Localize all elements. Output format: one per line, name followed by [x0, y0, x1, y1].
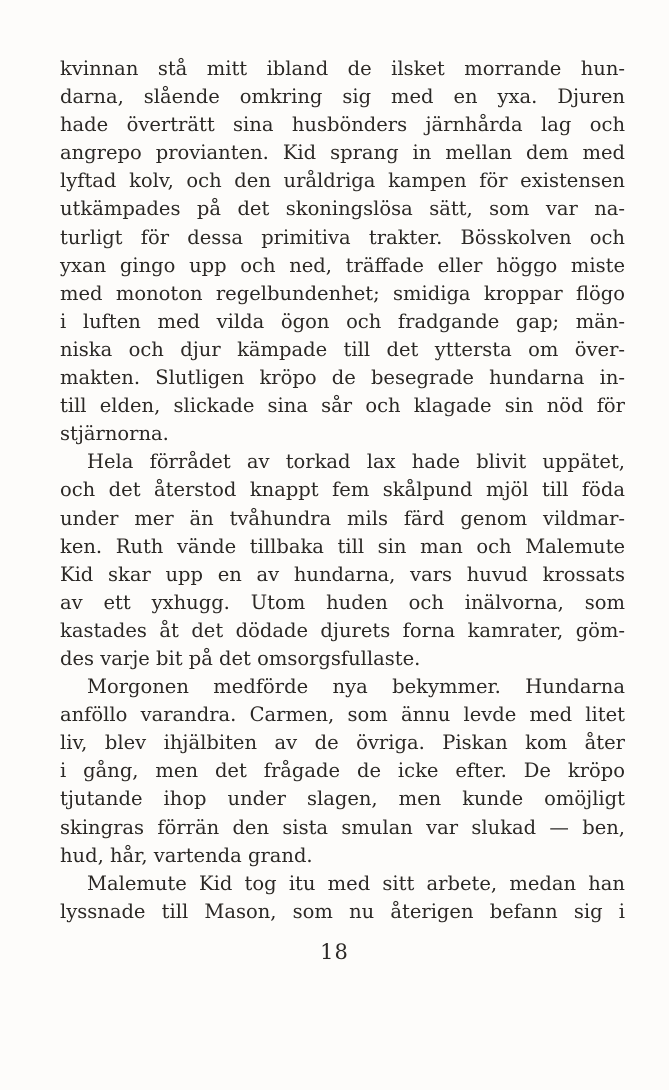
text-line: tjutande ihop under slagen, men kunde omöjligt [60, 787, 625, 811]
text-line: i luften med vilda ögon och fradgande gap; män- [60, 309, 625, 333]
text-line: Kid skar upp en av hundarna, vars huvud krossats [60, 562, 625, 586]
text-line: och det återstod knappt fem skålpund mjöl till föda [60, 478, 625, 502]
text-line: Hela förrådet av torkad lax hade blivit uppätet, [87, 450, 625, 474]
text-line: Malemute Kid tog itu med sitt arbete, medan han [87, 871, 625, 895]
text-line: angrepo provianten. Kid sprang in mellan dem med [60, 141, 625, 165]
text-line: makten. Slutligen kröpo de besegrade hundarna in- [60, 366, 625, 390]
text-line: Morgonen medförde nya bekymmer. Hundarna [87, 675, 625, 699]
text-line: anföllo varandra. Carmen, som ännu levde med litet [60, 703, 625, 727]
text-line: kastades åt det dödade djurets forna kamrater, göm- [60, 618, 625, 642]
book-page-body [60, 55, 625, 926]
text-line: med monoton regelbundenhet; smidiga kroppar flögo [60, 281, 625, 305]
text-line: skingras förrän den sista smulan var slukad — ben, [60, 815, 625, 839]
text-line: lyftad kolv, och den uråldriga kampen för existensen [60, 169, 625, 193]
text-line: turligt för dessa primitiva trakter. Bösskolven och [60, 225, 625, 249]
text-line: ken. Ruth vände tillbaka till sin man och Malemute [60, 534, 625, 558]
text-line: niska och djur kämpade till det yttersta om över- [60, 337, 625, 361]
text-line: hade överträtt sina husbönders järnhårda lag och [60, 113, 625, 137]
text-line: under mer än tvåhundra mils färd genom vildmar- [60, 506, 625, 530]
text-line: av ett yxhugg. Utom huden och inälvorna, som [60, 590, 625, 614]
text-line: kvinnan stå mitt ibland de ilsket morrande hun- [60, 57, 625, 80]
text-line: hud, hår, vartenda grand. [60, 843, 313, 867]
text-line: utkämpades på det skoningslösa sätt, som var na- [60, 197, 625, 221]
page-number: 18 [320, 940, 349, 964]
text-line: darna, slående omkring sig med en yxa. Djuren [60, 85, 625, 109]
text-line: yxan gingo upp och ned, träffade eller höggo miste [60, 253, 625, 277]
text-line: liv, blev ihjälbiten av de övriga. Piskan kom åter [60, 731, 625, 755]
text-line: lyssnade till Mason, som nu återigen befann sig i [60, 899, 625, 923]
text-line: i gång, men det frågade de icke efter. De kröpo [60, 759, 625, 783]
text-line: des varje bit på det omsorgsfullaste. [60, 646, 421, 670]
text-line: stjärnorna. [60, 422, 169, 446]
text-line: till elden, slickade sina sår och klagade sin nöd för [60, 394, 625, 418]
